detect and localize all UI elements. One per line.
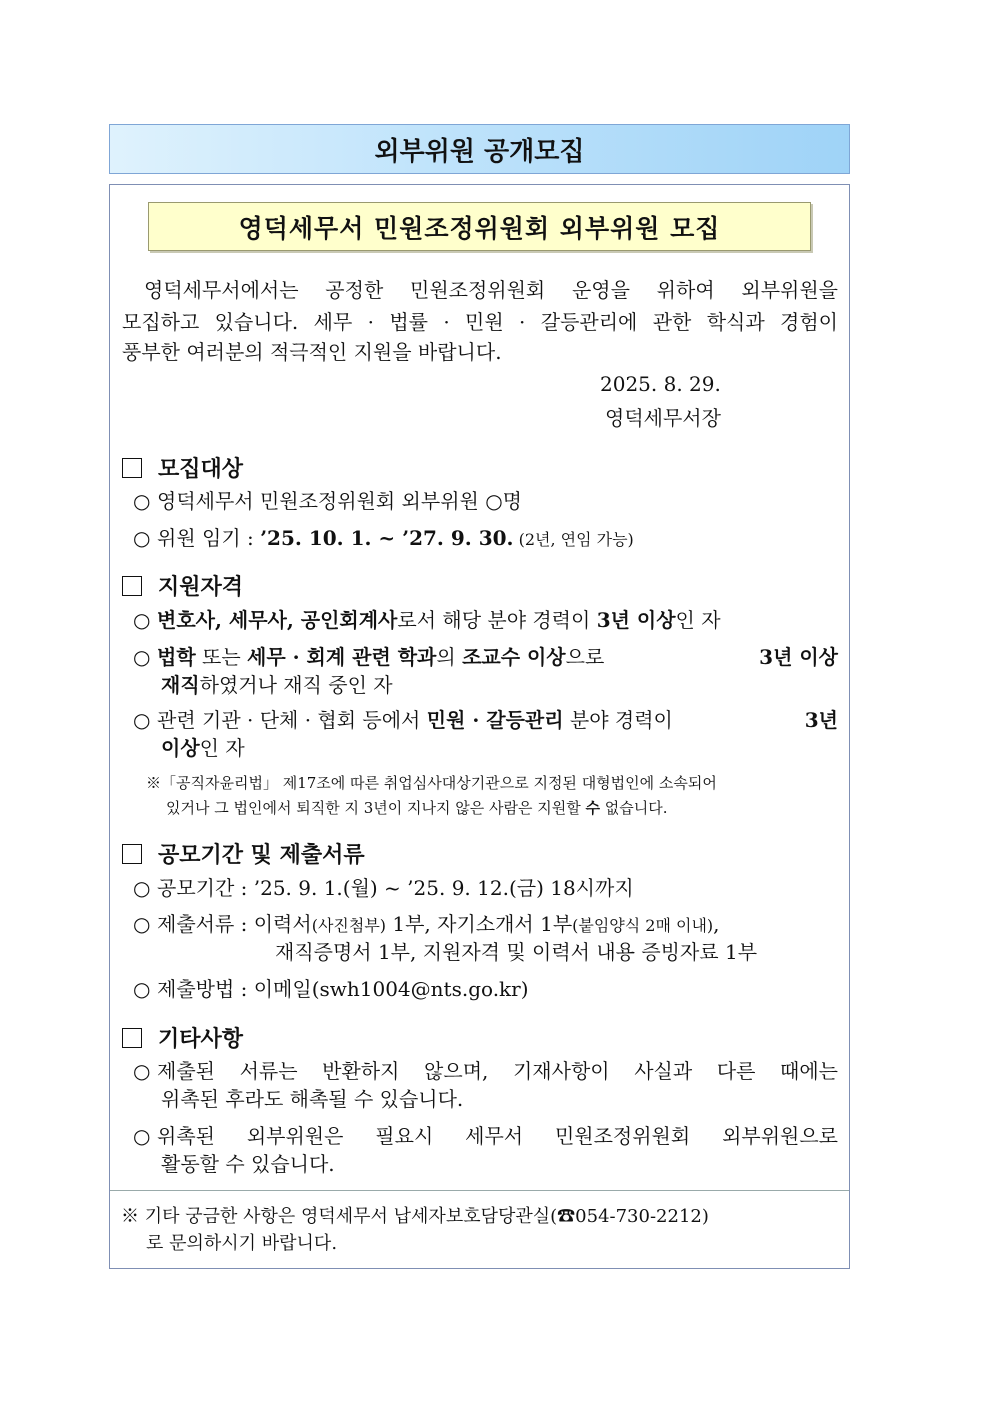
section-target-heading bbox=[122, 452, 243, 483]
intro-line-3: 풍부한 여러분의 적극적인 지원을 바랍니다. bbox=[122, 340, 502, 364]
circle-bullet-icon: ○ bbox=[133, 977, 151, 1001]
contact-line-1: ※ 기타 궁금한 사항은 영덕세무서 납세자보호담당관실(☎054-730-2212) bbox=[121, 1206, 709, 1227]
period-item-2-line-1: ○ 제출서류 : 이력서(사진첨부) 1부, 자기소개서 1부(붙임양식 2매 이내), bbox=[133, 912, 720, 936]
notice-signer: 영덕세무서장 bbox=[605, 406, 721, 430]
circle-bullet-icon: ○ bbox=[133, 876, 151, 900]
etc-item-2-line-2: 활동할 수 있습니다. bbox=[161, 1152, 335, 1176]
qualification-item-2-line-2: 재직하였거나 재직 중인 자 bbox=[161, 673, 393, 697]
qualification-item-1: ○ 변호사, 세무사, 공인회계사로서 해당 분야 경력이 3년 이상인 자 bbox=[133, 608, 721, 632]
circle-bullet-icon: ○ bbox=[133, 1059, 151, 1083]
section-etc-title: 기타사항 bbox=[158, 1026, 244, 1052]
etc-item-1-line-2: 위촉된 후라도 해촉될 수 있습니다. bbox=[161, 1087, 464, 1111]
circle-bullet-icon: ○ bbox=[133, 645, 151, 669]
circle-bullet-icon: ○ bbox=[133, 526, 151, 550]
qualification-item-3-line-1: ○ 관련 기관 · 단체 · 협회 등에서 민원 · 갈등관리 분야 경력이 3년 bbox=[133, 708, 838, 732]
intro-line-1: 영덕세무서에서는 공정한 민원조정위원회 운영을 위하여 외부위원을 bbox=[144, 278, 838, 302]
circle-bullet-icon: ○ bbox=[133, 489, 151, 513]
section-qualification-heading bbox=[122, 570, 243, 601]
etc-item-2-line-1: ○ 위촉된 외부위원은 필요시 세무서 민원조정위원회 외부위원으로 bbox=[133, 1124, 838, 1148]
section-target-title: 모집대상 bbox=[158, 456, 244, 482]
circle-bullet-icon: ○ bbox=[133, 608, 151, 632]
section-qualification-title: 지원자격 bbox=[158, 574, 244, 600]
period-item-1: ○ 공모기간 : ’25. 9. 1.(월) ~ ’25. 9. 12.(금) 18시까지 bbox=[133, 876, 634, 900]
etc-item-1-line-1: ○ 제출된 서류는 반환하지 않으며, 기재사항이 사실과 다른 때에는 bbox=[133, 1059, 838, 1083]
header-title: 외부위원 공개모집 bbox=[109, 124, 850, 174]
contact-line-2: 로 문의하시기 바랍니다. bbox=[146, 1233, 338, 1254]
circle-bullet-icon: ○ bbox=[133, 1124, 151, 1148]
circle-bullet-icon: ○ bbox=[133, 708, 151, 732]
qualification-note-line-2: 있거나 그 법인에서 퇴직한 지 3년이 지나지 않은 사람은 지원할 수 없습니다. bbox=[166, 799, 668, 817]
period-item-3: ○ 제출방법 : 이메일(swh1004@nts.go.kr) bbox=[133, 977, 529, 1001]
period-item-2-line-2: 재직증명서 1부, 지원자격 및 이력서 내용 증빙자료 1부 bbox=[275, 940, 758, 964]
circle-bullet-icon: ○ bbox=[133, 912, 151, 936]
contact-divider bbox=[110, 1190, 849, 1191]
section-period-title: 공모기간 및 제출서류 bbox=[158, 842, 365, 868]
qualification-note-line-1: ※「공직자윤리법」 제17조에 따른 취업심사대상기관으로 지정된 대형법인에 소속되어 bbox=[146, 774, 717, 792]
qualification-item-3-line-2: 이상인 자 bbox=[161, 736, 245, 760]
section-period-heading bbox=[122, 838, 365, 869]
target-item-2: ○ 위원 임기 : ’25. 10. 1. ~ ’27. 9. 30. (2년, 연임 가능) bbox=[133, 526, 634, 550]
checkbox-square-icon bbox=[122, 458, 142, 478]
notice-date: 2025. 8. 29. bbox=[600, 372, 721, 396]
checkbox-square-icon bbox=[122, 1028, 142, 1048]
section-etc-heading bbox=[122, 1022, 243, 1053]
target-item-1: ○ 영덕세무서 민원조정위원회 외부위원 ○명 bbox=[133, 489, 522, 513]
intro-line-2: 모집하고 있습니다. 세무 · 법률 · 민원 · 갈등관리에 관한 학식과 경험이 bbox=[122, 310, 838, 334]
checkbox-square-icon bbox=[122, 844, 142, 864]
checkbox-square-icon bbox=[122, 576, 142, 596]
qualification-item-2-line-1: ○ 법학 또는 세무 · 회계 관련 학과의 조교수 이상으로 3년 이상 bbox=[133, 645, 838, 669]
notice-subtitle: 영덕세무서 민원조정위원회 외부위원 모집 bbox=[148, 202, 811, 251]
